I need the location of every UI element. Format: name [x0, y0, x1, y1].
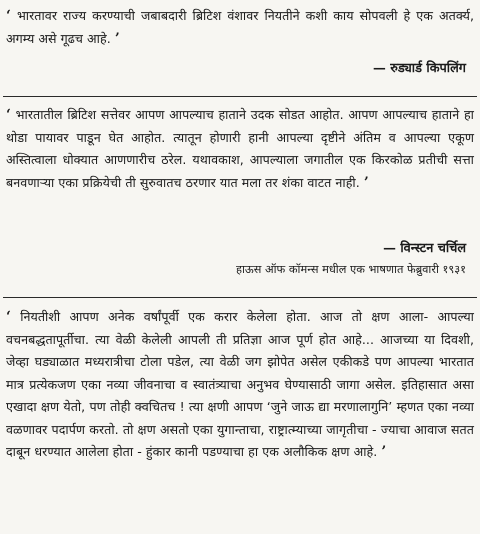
quote-2-author: — विन्स्टन चर्चिल — [383, 241, 466, 256]
close-quote-mark: ’ — [114, 30, 120, 47]
quote-1-author: — रुड्यार्ड किपलिंग — [372, 61, 466, 76]
section-divider — [3, 96, 477, 97]
quote-3-text — [6, 306, 474, 464]
open-quote-mark: ‘ — [6, 8, 11, 24]
section-divider — [3, 297, 477, 298]
close-quote-mark: ’ — [363, 174, 369, 191]
open-quote-mark: ‘ — [6, 309, 11, 325]
quote-body: नियतीशी आपण अनेक वर्षांपूर्वी एक करार केलेला होता. आज तो क्षण आला- आपल्या वचनबद्धतापूर्तीचा. त्या वेळी केलेली आपली ती प्रतिज्ञा आज पूर्ण होत आहे... आजच्या या दिवशी, जेव्हा घड्याळात मध्यरात्रीचा टोला पडेल, त्या वेळी जग झोपेत असेल एकीकडे पण आपल्या भारतात मात्र प्रत्येकजण एका नव्या जीवनाचा व स्वातंत्र्याचा अनुभव घेण्यासाठी जागा असेल. इतिहासात असा एखादा क्षण येतो, पण तोही क्वचितच ! त्या क्षणी आपण ‘जुने जाऊ द्या मरणालागुनि’ म्हणत एका नव्या वळणावर पदार्पण करतो. तो क्षण असतो एका युगान्ताचा, राष्ट्रात्म्याच्या जागृतीचा - ज्याचा आवाज सतत दाबून धरण्यात आलेला होता - हुंकार कानी पडण्याचा हा एक अलौकिक क्षण आहे. — [6, 309, 474, 459]
close-quote-mark: ’ — [381, 444, 387, 460]
quote-body: भारतातील ब्रिटिश सत्तेवर आपण आपल्याच हाताने उदक सोडत आहोत. आपण आपल्याच हाताने हा थोडा पायावर पाडून घेत आहोत. त्यातून होणारी हानी आपल्या दृष्टीने अंतिम व आपल्या एकूण अस्तित्वाला धोक्यात आणणारीच ठरेल. यथावकाश, आपल्याला जगातील एक किरकोळ प्रतीची सत्ता बनवणाऱ्या एका प्रक्रियेची ती सुरुवातच ठरणार यात मला तर शंका वाटत नाही. — [6, 107, 474, 190]
quote-2-text — [6, 104, 474, 194]
open-quote-mark: ‘ — [6, 107, 11, 123]
quote-2-source: हाऊस ऑफ कॉमन्स मधील एक भाषणात फेब्रुवारी १९३१ — [235, 263, 466, 276]
quote-1-text — [6, 5, 474, 50]
quote-body: भारतावर राज्य करण्याची जबाबदारी ब्रिटिश वंशावर नियतीने कशी काय सोपवली हे एक अतर्क्य, अगम्य असे गूढच आहे. — [6, 8, 474, 46]
